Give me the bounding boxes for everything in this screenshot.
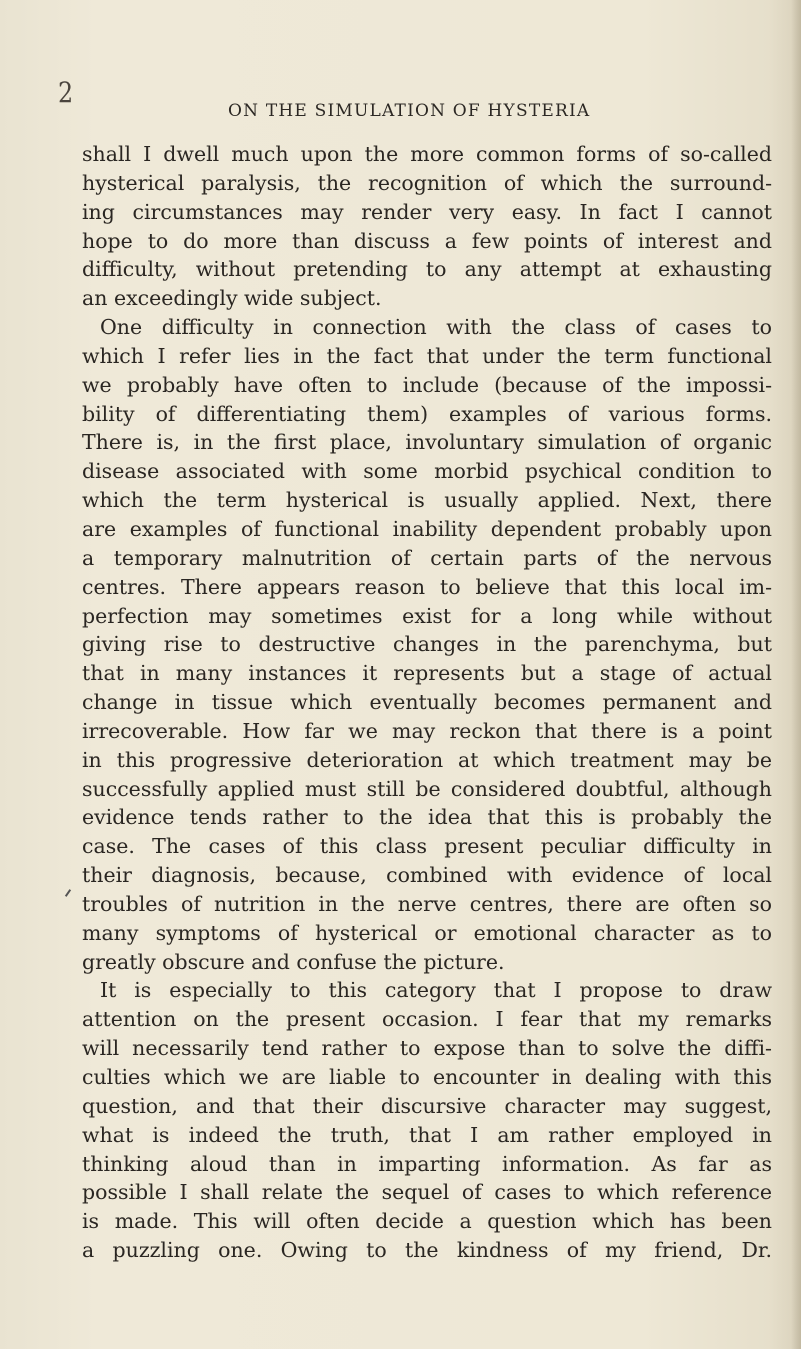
text-line: change in tissue which eventually becomes permanent and bbox=[82, 690, 772, 715]
text-line: difficulty, without pretending to any attempt at exhausting bbox=[82, 257, 772, 282]
text-line: shall I dwell much upon the more common forms of so-called bbox=[82, 142, 772, 166]
text-line: disease associated with some morbid psychical condition to bbox=[82, 459, 772, 484]
text-line: hope to do more than discuss a few points of interest and bbox=[82, 228, 772, 253]
text-line: case. The cases of this class present peculiar difficulty in bbox=[82, 834, 772, 859]
text-line: a temporary malnutrition of certain parts of the nervous bbox=[82, 545, 772, 570]
text-line: hysterical paralysis, the recognition of which the surround- bbox=[82, 170, 772, 195]
text-line: irrecoverable. How far we may reckon that there is a point bbox=[82, 718, 772, 743]
text-line: ing circumstances may render very easy. In fact I cannot bbox=[82, 199, 772, 224]
text-line: what is indeed the truth, that I am rather employed in bbox=[82, 1122, 772, 1147]
page-number: 2 bbox=[58, 76, 74, 109]
text-line: centres. There appears reason to believe that this local im- bbox=[82, 574, 772, 599]
text-line: are examples of functional inability dependent probably upon bbox=[82, 516, 772, 541]
text-line: One difficulty in connection with the class of cases to bbox=[100, 315, 772, 340]
text-line: that in many instances it represents but a stage of actual bbox=[82, 661, 772, 686]
text-line: which I refer lies in the fact that under the term functional bbox=[82, 343, 772, 368]
text-line: in this progressive deterioration at which treatment may be bbox=[82, 747, 772, 772]
text-line: greatly obscure and confuse the picture. bbox=[82, 949, 505, 974]
text-line: There is, in the first place, involuntary simulation of organic bbox=[82, 430, 772, 455]
text-line: perfection may sometimes exist for a long while without bbox=[82, 603, 772, 628]
text-line: troubles of nutrition in the nerve centres, there are often so bbox=[82, 891, 772, 916]
text-line: we probably have often to include (because of the impossi- bbox=[82, 372, 772, 397]
text-line: which the term hysterical is usually applied. Next, there bbox=[82, 488, 772, 513]
text-line: a puzzling one. Owing to the kindness of my friend, Dr. bbox=[82, 1238, 772, 1263]
text-line: is made. This will often decide a question which has been bbox=[82, 1209, 772, 1234]
text-line: successfully applied must still be considered doubtful, although bbox=[82, 776, 772, 801]
text-line: possible I shall relate the sequel of cases to which reference bbox=[82, 1180, 772, 1205]
page-edge-shadow bbox=[791, 0, 801, 1349]
text-line: giving rise to destructive changes in the parenchyma, but bbox=[82, 632, 772, 657]
text-line: their diagnosis, because, combined with evidence of local bbox=[82, 863, 772, 888]
text-line: bility of differentiating them) examples of various forms. bbox=[82, 401, 772, 426]
text-line: an exceedingly wide subject. bbox=[82, 286, 382, 311]
text-line: will necessarily tend rather to expose than to solve the diffi- bbox=[82, 1036, 772, 1061]
pencil-mark bbox=[65, 889, 71, 897]
running-head: ON THE SIMULATION OF HYSTERIA bbox=[228, 101, 591, 121]
text-line: many symptoms of hysterical or emotional character as to bbox=[82, 920, 772, 945]
text-line: It is especially to this category that I propose to draw bbox=[100, 978, 772, 1003]
text-line: attention on the present occasion. I fear that my remarks bbox=[82, 1007, 772, 1032]
text-line: culties which we are liable to encounter in dealing with this bbox=[82, 1065, 772, 1089]
text-line: evidence tends rather to the idea that this is probably the bbox=[82, 805, 772, 830]
text-line: thinking aloud than in imparting information. As far as bbox=[82, 1151, 772, 1176]
body-text bbox=[82, 140, 772, 1265]
text-line: question, and that their discursive character may suggest, bbox=[82, 1093, 772, 1118]
